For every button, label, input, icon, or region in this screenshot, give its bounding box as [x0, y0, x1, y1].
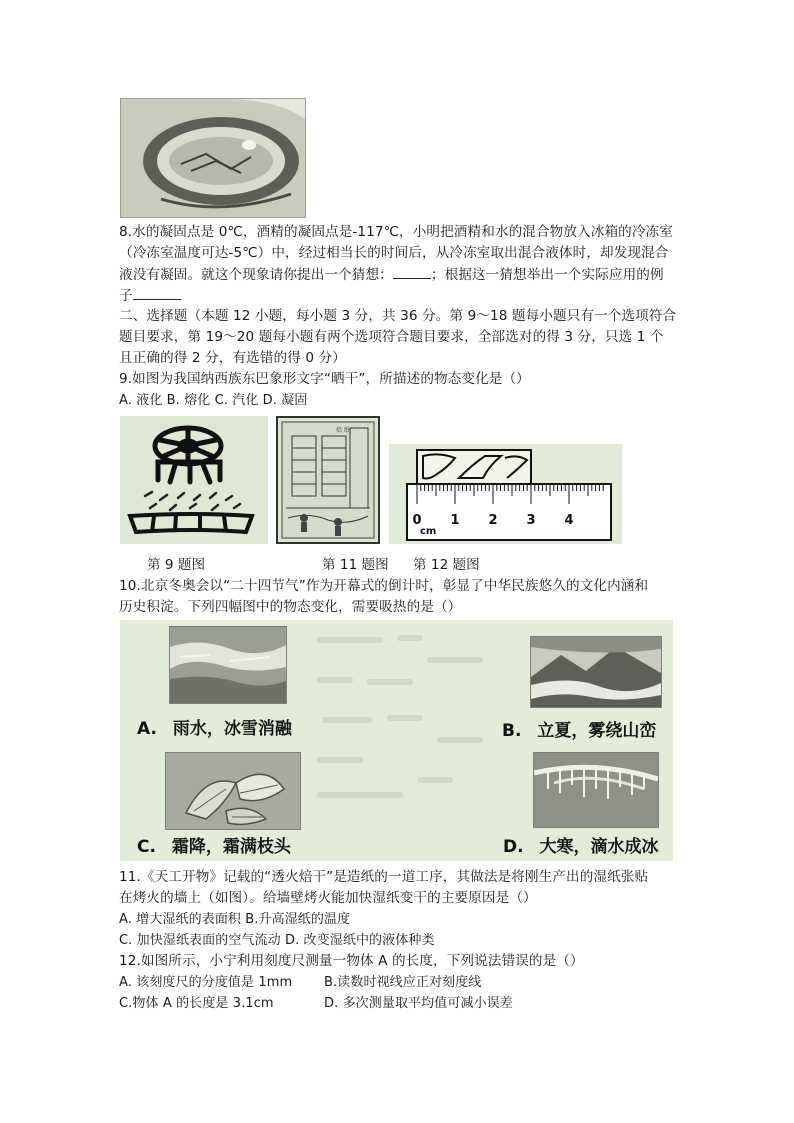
q11-line-1: 11.《天工开物》记载的“透火焙干”是造纸的一道工序，其做法是将刚生产出的湿纸张贴 — [119, 869, 649, 885]
q12-option-c: C.物体 A 的长度是 3.1cm — [119, 996, 274, 1011]
q8-line-3b: ；根据这一猜想举出一个实际应用的例 — [430, 267, 664, 283]
q10-option-c-photo — [165, 752, 301, 830]
q10-option-b-letter: B. — [502, 721, 522, 741]
q10-option-b[interactable] — [502, 716, 656, 741]
q12-option-d: D. 多次测量取平均值可减小误差 — [324, 996, 513, 1011]
q11-options-ab: A. 增大湿纸的表面积 B.升高湿纸的温度 — [119, 912, 351, 927]
q10-option-b-photo — [530, 636, 662, 708]
q8-line-2: （冷冻室温度可达-5℃）中，经过相当长的时间后，从冷冻室取出混合液体时，却发现混合 — [119, 245, 669, 261]
ruler-tick-1: 1 — [450, 513, 460, 528]
q10-option-d-text: 大寒，滴水成冰 — [539, 837, 659, 857]
q10-option-b-text: 立夏，雾绕山峦 — [537, 721, 657, 741]
q8-dish-photo — [120, 98, 306, 218]
q8-example-blank[interactable] — [133, 285, 181, 300]
q8-guess-blank[interactable] — [393, 264, 431, 279]
pictograph-drawing — [120, 416, 268, 544]
q10-option-c-text: 霜降，霜满枝头 — [171, 837, 291, 857]
ruler-unit: cm — [420, 526, 437, 537]
q11-scene-illustration — [276, 416, 380, 544]
q12-stem: 12.如图所示，小宁利用刻度尺测量一物体 A 的长度，下列说法错误的是（） — [119, 953, 584, 969]
q11-options-cd: C. 加快湿纸表面的空气流动 D. 改变湿纸中的液体种类 — [119, 933, 435, 948]
q10-option-a-photo — [169, 626, 287, 704]
q10-option-a[interactable] — [137, 714, 292, 739]
q8-line-4 — [119, 285, 181, 307]
q9-pictograph — [120, 416, 268, 544]
section2-line-2: 题目要求，第 19～20 题每小题有两个选项符合题目要求，全部选对的得 3 分，只选 1 个 — [119, 329, 664, 345]
q8-line-3a: 液没有凝固。就这个现象请你提出一个猜想： — [119, 267, 393, 283]
q8-line-3 — [119, 264, 664, 286]
q8-line-4-text: 子 — [119, 288, 133, 304]
q8-line-1: 8.水的凝固点是 0℃，酒精的凝固点是-117℃，小明把酒精和水的混合物放入冰箱的冷冻室 — [119, 224, 673, 240]
q10-options-panel — [120, 620, 673, 861]
svg-text:焙 纸: 焙 纸 — [336, 427, 350, 434]
q10-option-a-text: 雨水，冰雪消融 — [172, 719, 292, 739]
q10-option-d-photo — [533, 752, 659, 828]
frost-leaves-image — [166, 753, 300, 829]
q10-option-c-letter: C. — [137, 837, 156, 857]
q9-stem: 9.如图为我国纳西族东巴象形文字“晒干”，所描述的物态变化是（） — [119, 371, 530, 387]
q10-option-d-letter: D. — [503, 837, 524, 857]
q10-option-c[interactable] — [137, 832, 291, 857]
q10-line-1: 10.北京冬奥会以“二十四节气”作为开幕式的倒计时，彰显了中华民族悠久的文化内涵和 — [119, 578, 649, 594]
fog-mountain-image — [531, 637, 661, 707]
q10-option-d[interactable] — [503, 832, 659, 857]
section2-line-3: 且正确的得 2 分，有选错的得 0 分） — [119, 350, 346, 366]
melting-snow-image — [170, 627, 286, 703]
q9-options: A. 液化 B. 熔化 C. 汽化 D. 凝固 — [119, 393, 308, 408]
caption-q11: 第 11 题图 — [322, 557, 389, 573]
q12-option-a: A. 该刻度尺的分度值是 1mm — [119, 975, 293, 990]
q10-line-2: 历史积淀。下列四幅图中的物态变化，需要吸热的是（） — [119, 599, 462, 615]
q12-ruler-figure — [389, 444, 622, 544]
paper-drying-scene — [278, 418, 378, 542]
ruler-tick-4: 4 — [564, 513, 574, 528]
caption-q12: 第 12 题图 — [413, 557, 480, 573]
q12-option-b: B.读数时视线应正对刻度线 — [324, 975, 482, 990]
q11-line-2: 在烤火的墙上（如图）。给墙壁烤火能加快湿纸变干的主要原因是（） — [119, 890, 537, 906]
ruler-tick-0: 0 — [412, 513, 422, 528]
ruler-tick-2: 2 — [488, 513, 498, 528]
caption-q9: 第 9 题图 — [147, 557, 206, 573]
ruler-tick-3: 3 — [526, 513, 536, 528]
icicles-image — [534, 753, 658, 827]
q10-option-a-letter: A. — [137, 719, 157, 739]
section2-line-1: 二、选择题（本题 12 小题，每小题 3 分，共 36 分。第 9～18 题每小题只有一个选项符合 — [119, 308, 677, 324]
dish-illustration — [121, 99, 305, 217]
ruler-drawing — [389, 444, 622, 544]
